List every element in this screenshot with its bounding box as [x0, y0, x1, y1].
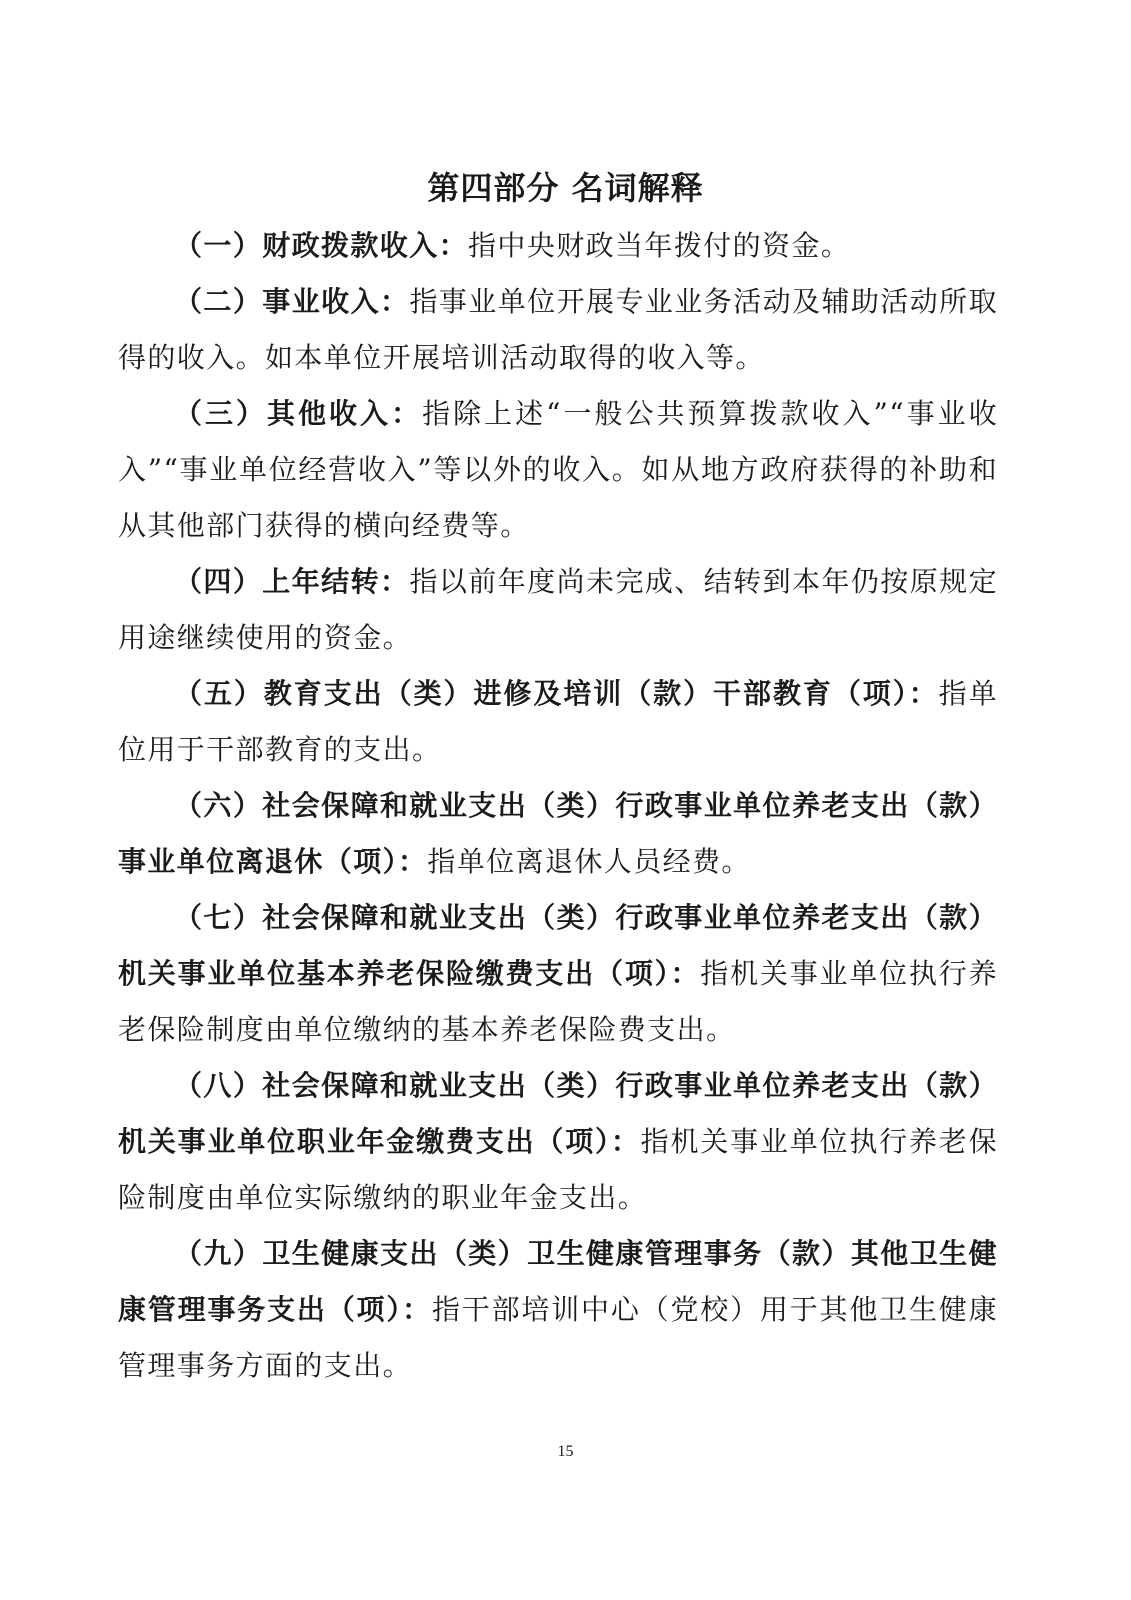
glossary-term: （八）社会保障和就业支出（类）行政事业单位养老支出（款）机关事业单位职业年金缴费支出（项）：	[118, 1069, 998, 1158]
glossary-definition: 指事业单位开展专业业务活动及辅助活动所取得的收入。如本单位开展培训活动取得的收入等。	[118, 285, 998, 374]
glossary-term: （五）教育支出（类）进修及培训（款）干部教育（项）：	[174, 677, 939, 710]
glossary-term: （二）事业收入：	[174, 285, 410, 318]
glossary-definition: 指机关事业单位执行养老保险制度由单位缴纳的基本养老保险费支出。	[118, 957, 998, 1046]
glossary-definition: 指机关事业单位执行养老保险制度由单位实际缴纳的职业年金支出。	[118, 1125, 998, 1214]
glossary-entry	[118, 274, 998, 386]
glossary-entry	[118, 386, 998, 554]
glossary-definition: 指单位用于干部教育的支出。	[118, 677, 998, 766]
glossary-entry	[118, 554, 998, 666]
glossary-definition: 指干部培训中心（党校）用于其他卫生健康管理事务方面的支出。	[118, 1293, 998, 1382]
glossary-term: （三）其他收入：	[174, 397, 423, 430]
section-title: 第四部分 名词解释	[427, 169, 704, 207]
glossary-term: （四）上年结转：	[174, 565, 410, 598]
glossary-entry	[118, 890, 998, 1058]
glossary-entry	[118, 666, 998, 778]
glossary-term: （六）社会保障和就业支出（类）行政事业单位养老支出（款）事业单位离退休（项）：	[118, 789, 998, 878]
glossary-entry	[118, 1058, 998, 1226]
glossary-term: （一）财政拨款收入：	[174, 229, 469, 262]
glossary-term: （七）社会保障和就业支出（类）行政事业单位养老支出（款）机关事业单位基本养老保险缴费支出（项）：	[118, 901, 998, 990]
glossary-entry	[118, 1226, 998, 1394]
glossary-definition: 指除上述“一般公共预算拨款收入”“事业收入”“事业单位经营收入”等以外的收入。如从地方政府获得的补助和从其他部门获得的横向经费等。	[118, 397, 998, 542]
glossary-term: （九）卫生健康支出（类）卫生健康管理事务（款）其他卫生健康管理事务支出（项）：	[118, 1237, 998, 1326]
glossary-definition: 指以前年度尚未完成、结转到本年仍按原规定用途继续使用的资金。	[118, 565, 998, 654]
glossary-definition: 指中央财政当年拨付的资金。	[468, 229, 851, 262]
glossary-entry	[118, 778, 998, 890]
glossary-definition: 指单位离退休人员经费。	[427, 845, 751, 878]
glossary-entry	[118, 218, 998, 274]
glossary-list	[118, 218, 998, 1394]
page-number: 15	[557, 1443, 574, 1460]
